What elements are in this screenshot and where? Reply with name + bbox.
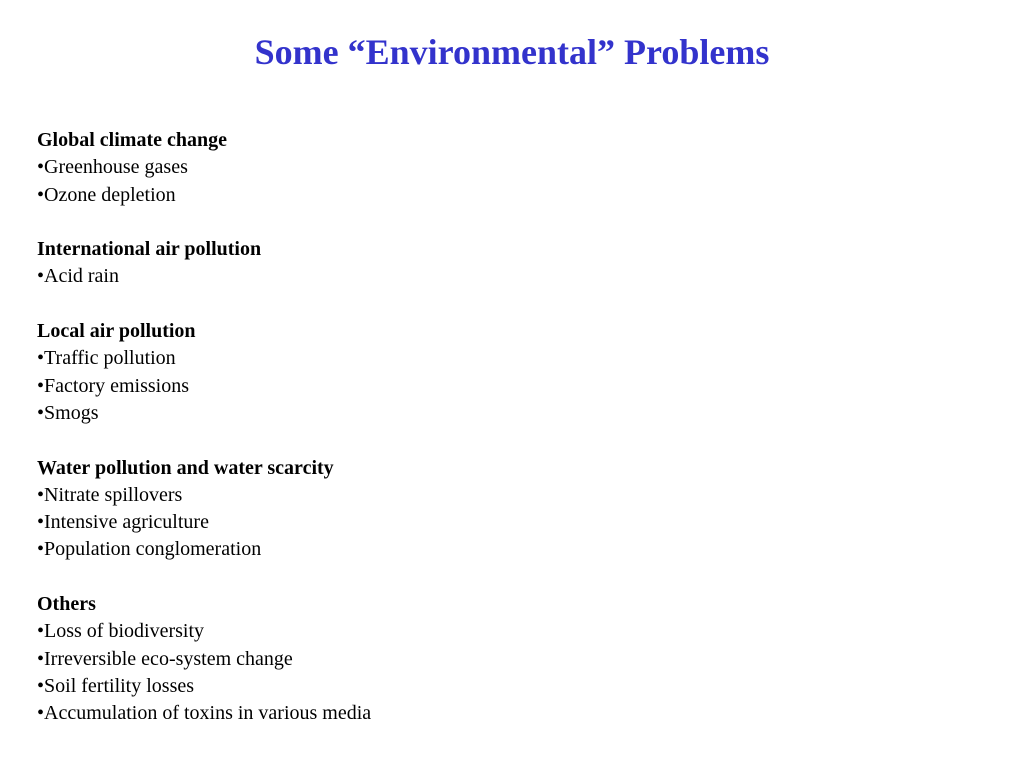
list-item bbox=[37, 400, 937, 427]
section-local-air-pollution bbox=[37, 318, 937, 427]
list-item-text: Irreversible eco-system change bbox=[44, 647, 293, 670]
section-heading: Water pollution and water scarcity bbox=[37, 456, 334, 479]
list-item bbox=[37, 646, 937, 673]
list-item bbox=[37, 345, 937, 372]
list-item-text: Ozone depletion bbox=[44, 183, 176, 206]
bullet-icon: • bbox=[37, 483, 45, 506]
bullet-icon: • bbox=[37, 511, 45, 534]
bullet-list bbox=[37, 618, 937, 727]
list-item bbox=[37, 154, 937, 181]
list-item-text: Smogs bbox=[44, 401, 99, 424]
section-heading: Global climate change bbox=[37, 129, 227, 151]
list-item bbox=[37, 618, 937, 645]
section-heading: Others bbox=[37, 593, 96, 616]
list-item-text: Traffic pollution bbox=[44, 347, 176, 370]
bullet-icon: • bbox=[37, 374, 45, 397]
list-item-text: Greenhouse gases bbox=[44, 156, 188, 179]
slide-content bbox=[37, 127, 937, 755]
list-item-text: Nitrate spillovers bbox=[44, 483, 183, 506]
list-item bbox=[37, 700, 937, 727]
bullet-list bbox=[37, 482, 937, 564]
bullet-icon: • bbox=[37, 538, 45, 561]
list-item-text: Intensive agriculture bbox=[44, 511, 209, 534]
list-item-text: Accumulation of toxins in various media bbox=[44, 702, 372, 725]
slide-title: Some “Environmental” Problems bbox=[254, 32, 770, 72]
list-item bbox=[37, 263, 937, 290]
list-item bbox=[37, 182, 937, 209]
list-item bbox=[37, 673, 937, 700]
bullet-list bbox=[37, 154, 937, 209]
bullet-icon: • bbox=[37, 347, 45, 370]
list-item bbox=[37, 536, 937, 563]
bullet-icon: • bbox=[37, 156, 45, 179]
bullet-list bbox=[37, 263, 937, 290]
section-water-pollution bbox=[37, 455, 937, 564]
section-heading: Local air pollution bbox=[37, 320, 196, 343]
section-international-air-pollution bbox=[37, 236, 937, 291]
section-heading: International air pollution bbox=[37, 238, 262, 261]
bullet-icon: • bbox=[37, 674, 45, 697]
list-item-text: Population conglomeration bbox=[44, 538, 262, 561]
bullet-icon: • bbox=[37, 401, 45, 424]
list-item bbox=[37, 482, 937, 509]
list-item bbox=[37, 373, 937, 400]
bullet-icon: • bbox=[37, 620, 45, 643]
list-item-text: Loss of biodiversity bbox=[44, 620, 205, 643]
list-item-text: Soil fertility losses bbox=[44, 674, 195, 697]
list-item-text: Factory emissions bbox=[44, 374, 190, 397]
list-item-text: Acid rain bbox=[44, 265, 119, 288]
section-others bbox=[37, 591, 937, 727]
bullet-icon: • bbox=[37, 647, 45, 670]
bullet-icon: • bbox=[37, 702, 45, 725]
list-item bbox=[37, 509, 937, 536]
section-global-climate-change bbox=[37, 127, 937, 209]
bullet-icon: • bbox=[37, 183, 45, 206]
bullet-list bbox=[37, 345, 937, 427]
bullet-icon: • bbox=[37, 265, 45, 288]
